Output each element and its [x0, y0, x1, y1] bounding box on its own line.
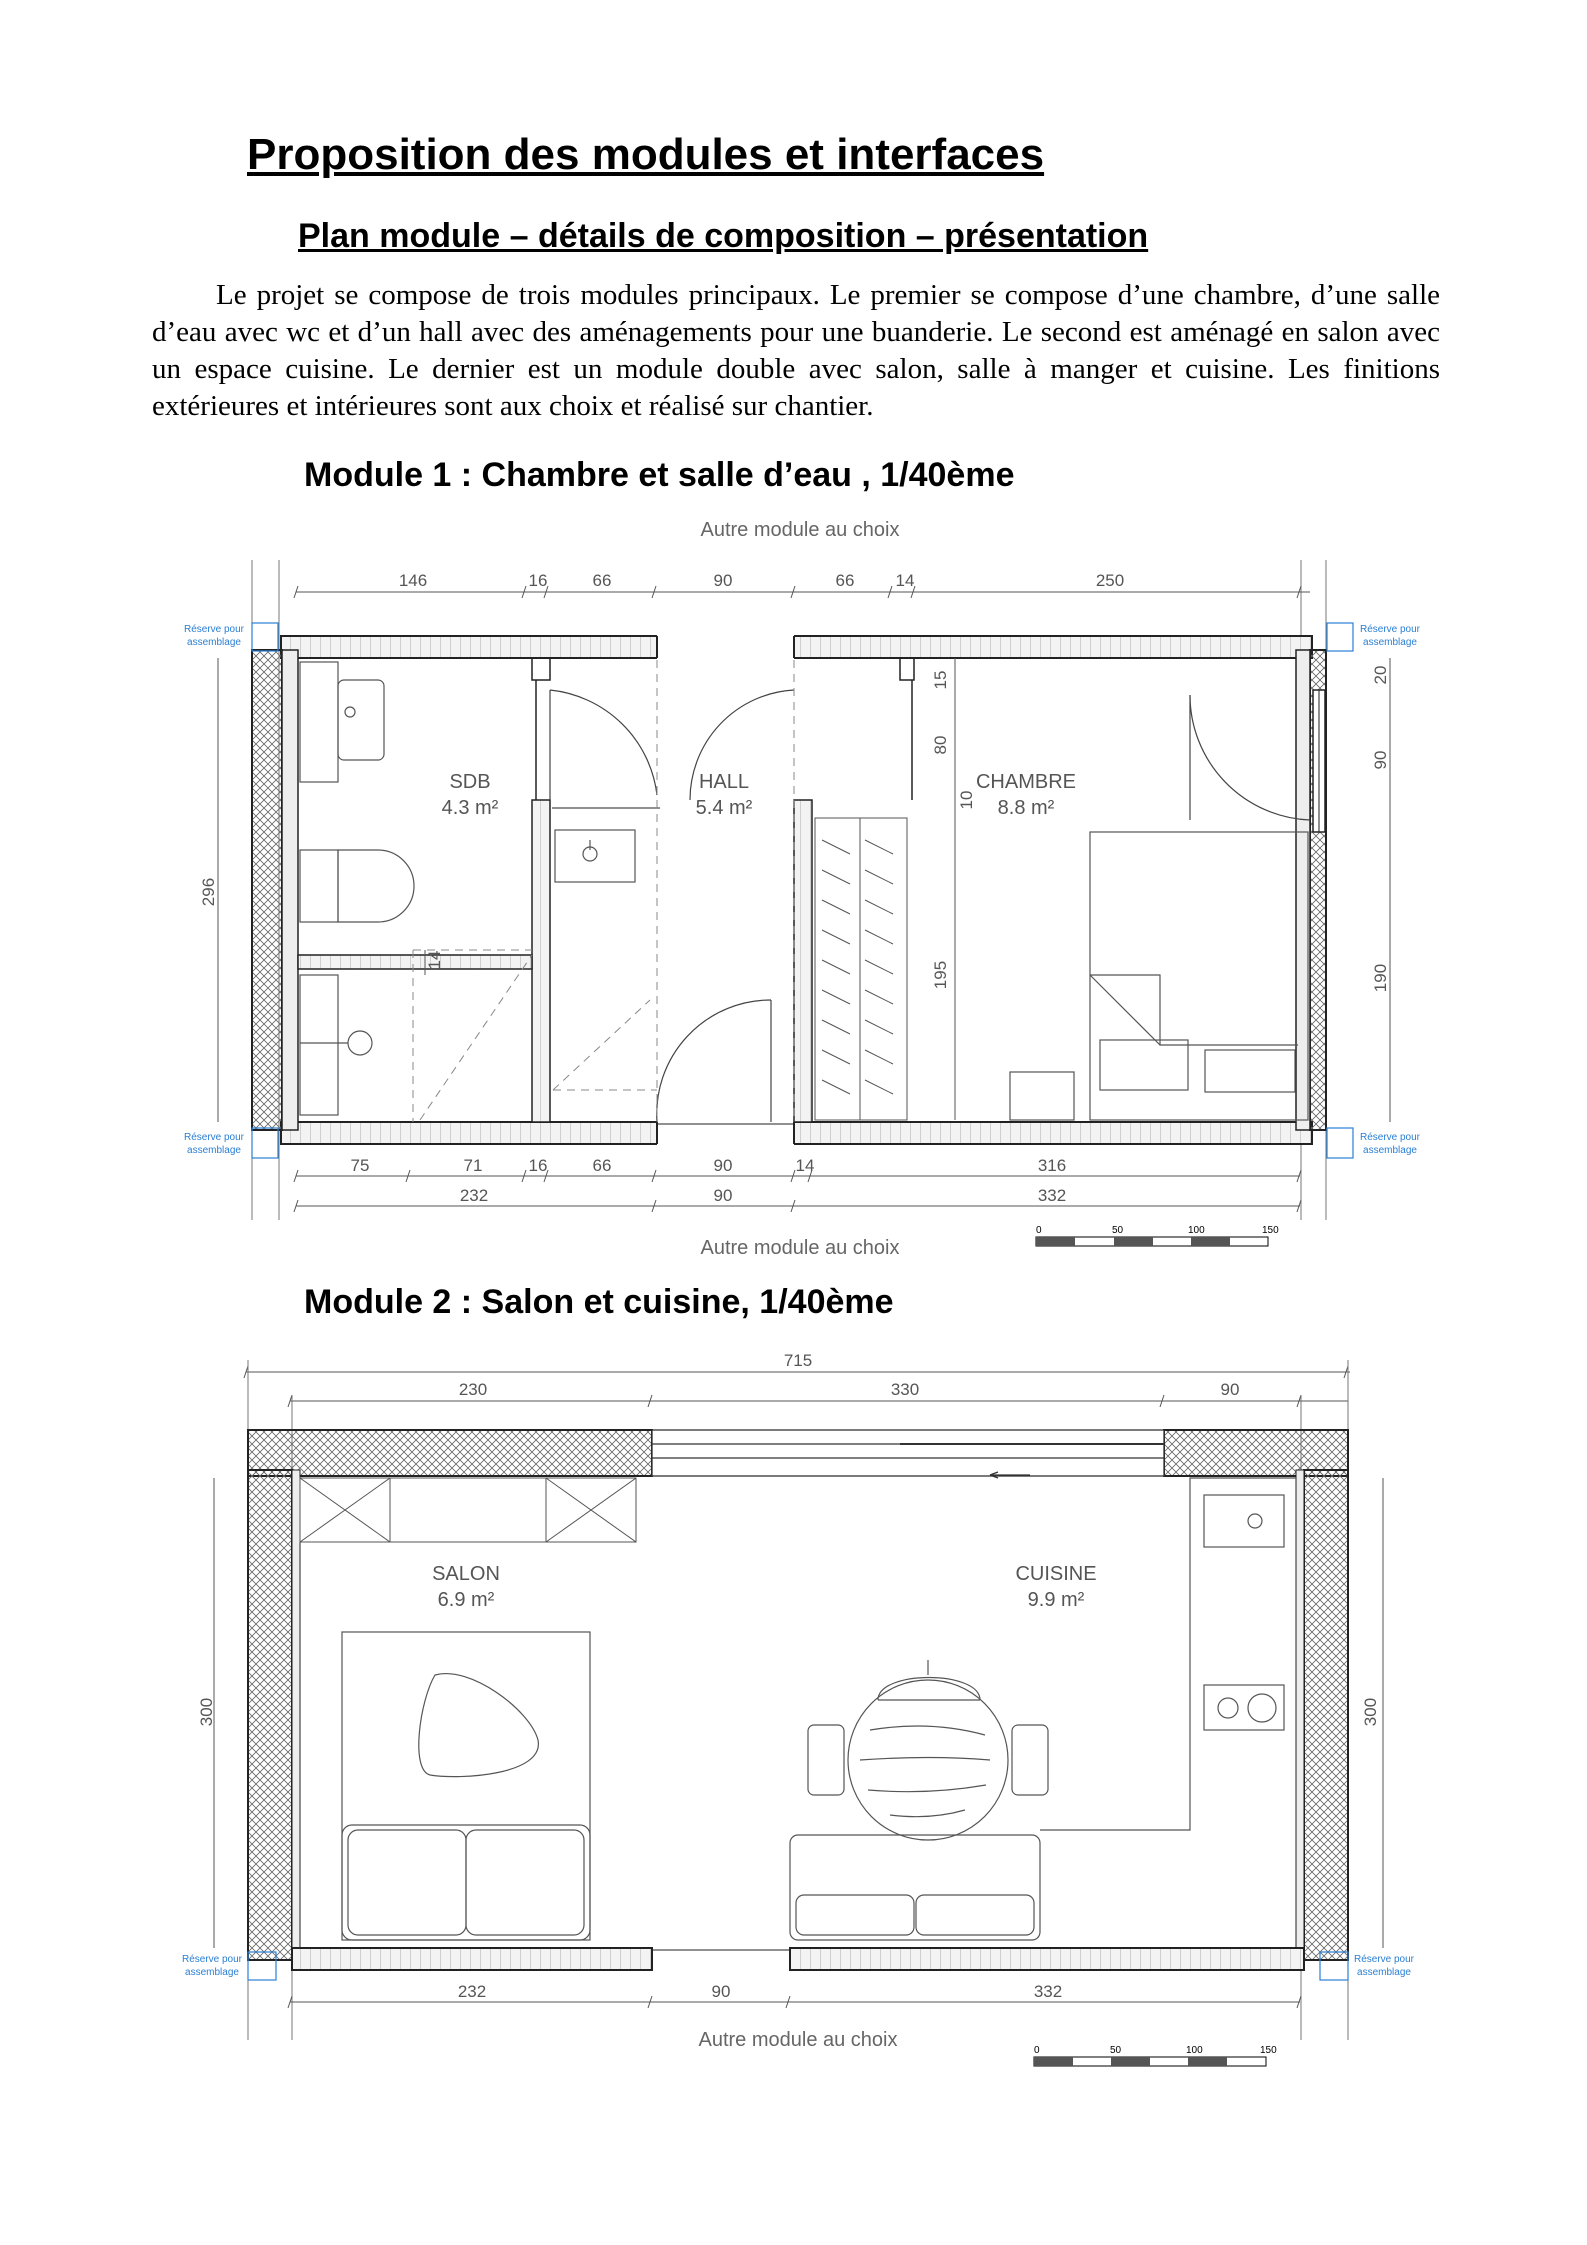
m1-wall-sdb-hall: [532, 800, 550, 1122]
m1-wardrobe: [815, 818, 907, 1120]
m2-left-dim: 300: [197, 1697, 216, 1727]
m1-total-dim-2: 90: [713, 1186, 733, 1205]
svg-text:assemblage: assemblage: [1363, 1145, 1417, 1156]
svg-text:14: 14: [425, 950, 444, 970]
m1-room-hall-name: HALL: [698, 771, 750, 793]
m1-total-dim-1: 232: [459, 1186, 489, 1205]
svg-text:150: 150: [1262, 1225, 1279, 1236]
m1-bottom-dim-5: 90: [713, 1156, 733, 1175]
m2-room-cuisine-area: 9.9 m²: [1027, 1589, 1085, 1611]
intro-paragraph: Le projet se compose de trois modules principaux. Le premier se compose d’une chambre, d’une salle d’eau avec wc et d’un hall avec des aménagements pour une buanderie. Le second est aménagé en salon avec un espace cuisine. Le dernier est un module double avec salon, salle à manger et cuisine. Les finitions extérieures et intérieures sont aux choix et réalisé sur chantier.: [152, 279, 1440, 422]
m1-bottom-dim-4: 66: [592, 1156, 612, 1175]
svg-text:0: 0: [1036, 1225, 1042, 1236]
m1-total-dim-3: 332: [1037, 1186, 1067, 1205]
m1-wall-hall-chambre: [794, 800, 812, 1122]
m1-scale-bar: [1036, 1225, 1279, 1246]
m1-top-dim-4: 90: [713, 571, 733, 590]
svg-text:Réserve pour: Réserve pour: [183, 624, 245, 635]
svg-text:Réserve pour: Réserve pour: [181, 1954, 243, 1965]
svg-text:assemblage: assemblage: [1363, 637, 1417, 648]
m1-room-sdb-name: SDB: [449, 771, 491, 793]
svg-text:0: 0: [1034, 2045, 1040, 2056]
svg-text:assemblage: assemblage: [185, 1967, 239, 1978]
m1-right-dim-3: 190: [1371, 963, 1390, 993]
m1-left-dim: 296: [199, 877, 218, 907]
svg-text:50: 50: [1110, 2045, 1122, 2056]
svg-text:assemblage: assemblage: [187, 1145, 241, 1156]
svg-text:100: 100: [1188, 1225, 1205, 1236]
m2-top-dim-1: 230: [458, 1380, 488, 1399]
m1-room-chambre-name: CHAMBRE: [975, 771, 1077, 793]
m1-sdb-fixtures: [300, 662, 414, 1115]
module1-title: Module 1 : Chambre et salle d’eau , 1/40ème: [304, 456, 1015, 494]
m2-bottom-dim-1: 232: [457, 1982, 487, 2001]
svg-text:15: 15: [931, 670, 950, 690]
m2-note-bottom: Autre module au choix: [698, 2029, 898, 2051]
m1-top-wall: [281, 636, 1312, 658]
svg-text:Réserve pour: Réserve pour: [1359, 1132, 1421, 1143]
m2-right-dim: 300: [1361, 1697, 1380, 1727]
page-heading: Proposition des modules et interfaces: [247, 130, 1045, 179]
m1-top-dim-6: 14: [895, 571, 915, 590]
module2-title: Module 2 : Salon et cuisine, 1/40ème: [304, 1283, 894, 1321]
m1-top-dim-1: 146: [398, 571, 428, 590]
svg-text:Réserve pour: Réserve pour: [1353, 1954, 1415, 1965]
m2-top-dim-2: 330: [890, 1380, 920, 1399]
m1-top-dim-2: 16: [528, 571, 548, 590]
svg-text:Réserve pour: Réserve pour: [183, 1132, 245, 1143]
m1-bottom-dim-7: 316: [1037, 1156, 1067, 1175]
m2-room-salon-area: 6.9 m²: [437, 1589, 495, 1611]
m1-left-insulation: [252, 650, 282, 1130]
svg-text:10: 10: [957, 790, 976, 810]
m1-note-bottom: Autre module au choix: [700, 1237, 900, 1259]
m1-top-dim-5: 66: [835, 571, 855, 590]
m1-room-chambre-area: 8.8 m²: [997, 797, 1055, 819]
svg-text:assemblage: assemblage: [187, 637, 241, 648]
m2-overall-dim: 715: [783, 1351, 813, 1370]
m1-bottom-dim-6: 14: [795, 1156, 815, 1175]
svg-text:Réserve pour: Réserve pour: [1359, 624, 1421, 635]
m1-top-dim-3: 66: [592, 571, 612, 590]
m1-note-top: Autre module au choix: [700, 519, 900, 541]
m2-room-cuisine-name: CUISINE: [1015, 1563, 1097, 1585]
m1-inner-dims: [425, 671, 976, 990]
m1-bottom-dim-1: 75: [350, 1156, 370, 1175]
m1-right-dim-2: 90: [1371, 750, 1390, 770]
svg-text:195: 195: [931, 960, 950, 990]
m1-bottom-dim-2: 71: [463, 1156, 483, 1175]
m1-bottom-wall: [281, 1122, 1312, 1144]
m1-door-swings: [550, 690, 1310, 1122]
m2-bottom-dim-3: 332: [1033, 1982, 1063, 2001]
svg-text:assemblage: assemblage: [1357, 1967, 1411, 1978]
m2-bottom-dim-2: 90: [711, 1982, 731, 2001]
m1-top-dim-7: 250: [1095, 571, 1125, 590]
m1-right-dim-1: 20: [1371, 665, 1390, 685]
m1-hall-sink: [555, 830, 635, 882]
svg-text:50: 50: [1112, 1225, 1124, 1236]
m1-room-sdb-area: 4.3 m²: [441, 797, 499, 819]
section-subheading: Plan module – détails de composition – présentation: [298, 217, 1149, 255]
svg-text:80: 80: [931, 735, 950, 755]
svg-text:150: 150: [1260, 2045, 1277, 2056]
m1-room-hall-area: 5.4 m²: [695, 797, 753, 819]
m2-top-dim-3: 90: [1220, 1380, 1240, 1399]
m2-room-salon-name: SALON: [432, 1563, 500, 1585]
svg-text:100: 100: [1186, 2045, 1203, 2056]
m1-bed: [1010, 832, 1308, 1120]
m1-bottom-dim-3: 16: [528, 1156, 548, 1175]
